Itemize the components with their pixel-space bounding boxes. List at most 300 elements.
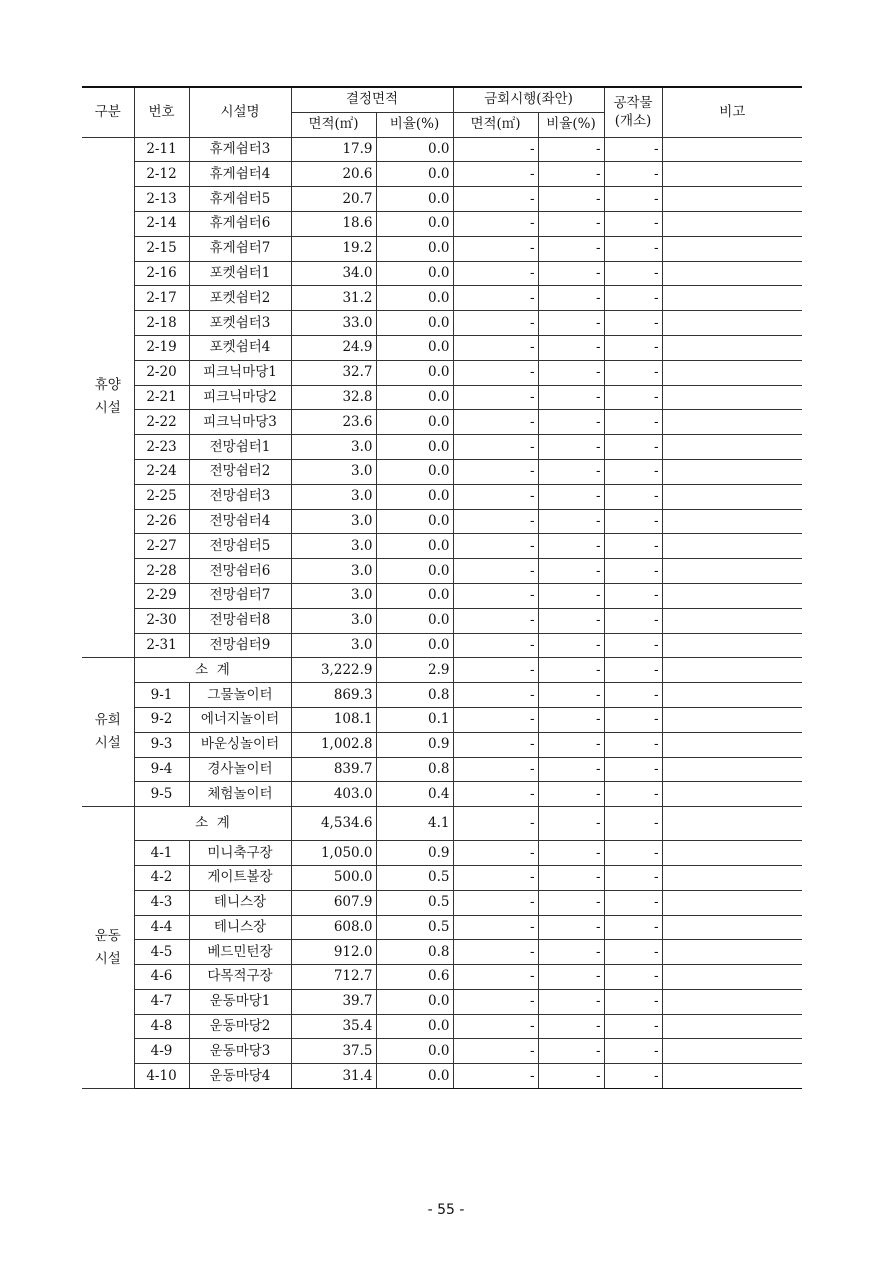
subtotal-label: 소 계 [134,658,291,683]
structure-count-cell: - [604,583,662,608]
table-row [82,841,802,866]
facility-name-cell: 포켓쉼터1 [189,261,291,286]
exec-ratio-cell: - [538,865,604,890]
area-cell: 3.0 [291,608,376,633]
facility-name-cell: 테니스장 [189,890,291,915]
facility-number-cell: 4-10 [134,1064,189,1089]
ratio-cell: 0.0 [376,410,453,435]
exec-area-cell: - [453,608,538,633]
facility-number-cell: 2-18 [134,311,189,336]
structure-count-cell: - [604,807,662,841]
structure-count-cell: - [604,509,662,534]
exec-ratio-cell: - [538,286,604,311]
area-cell: 912.0 [291,940,376,965]
table-row [82,534,802,559]
remarks-cell [662,236,802,261]
facility-number-cell: 2-19 [134,335,189,360]
area-cell: 32.7 [291,360,376,385]
remarks-cell [662,162,802,187]
structure-count-cell: - [604,658,662,683]
table-row [82,137,802,162]
exec-ratio-cell: - [538,559,604,584]
ratio-cell: 0.9 [376,841,453,866]
facility-number-cell: 2-16 [134,261,189,286]
exec-ratio-cell: - [538,410,604,435]
area-cell: 869.3 [291,683,376,708]
facility-name-cell: 그물놀이터 [189,683,291,708]
remarks-cell [662,534,802,559]
exec-ratio-cell: - [538,1039,604,1064]
exec-area-cell: - [453,807,538,841]
remarks-cell [662,965,802,990]
facility-number-cell: 4-7 [134,989,189,1014]
area-cell: 32.8 [291,385,376,410]
table-row [82,989,802,1014]
structure-count-cell: - [604,841,662,866]
ratio-cell: 0.0 [376,989,453,1014]
ratio-cell: 0.4 [376,782,453,807]
area-cell: 3.0 [291,435,376,460]
remarks-cell [662,137,802,162]
ratio-cell: 0.0 [376,211,453,236]
ratio-cell: 0.6 [376,965,453,990]
remarks-cell [662,385,802,410]
header-current-exec: 금회시행(좌안) [453,87,604,112]
ratio-cell: 0.5 [376,890,453,915]
area-cell: 17.9 [291,137,376,162]
structure-count-cell: - [604,608,662,633]
table-row [82,940,802,965]
ratio-cell: 0.0 [376,1039,453,1064]
structure-count-cell: - [604,311,662,336]
exec-ratio-cell: - [538,890,604,915]
area-cell: 108.1 [291,707,376,732]
ratio-cell: 0.0 [376,311,453,336]
facility-name-cell: 전망쉼터6 [189,559,291,584]
structure-count-cell: - [604,236,662,261]
facility-number-cell: 4-8 [134,1014,189,1039]
remarks-cell [662,707,802,732]
exec-area-cell: - [453,484,538,509]
remarks-cell [662,841,802,866]
exec-area-cell: - [453,965,538,990]
exec-area-cell: - [453,286,538,311]
structure-count-cell: - [604,683,662,708]
facility-name-cell: 휴게쉼터3 [189,137,291,162]
table-row [82,311,802,336]
facility-area-table [82,86,802,1089]
ratio-cell: 0.0 [376,335,453,360]
facility-number-cell: 9-1 [134,683,189,708]
table-row [82,732,802,757]
table-row [82,965,802,990]
area-cell: 20.6 [291,162,376,187]
remarks-cell [662,583,802,608]
area-cell: 3.0 [291,484,376,509]
structure-count-cell: - [604,965,662,990]
exec-ratio-cell: - [538,915,604,940]
exec-area-cell: - [453,865,538,890]
structure-count-cell: - [604,211,662,236]
ratio-cell: 0.0 [376,385,453,410]
area-cell: 23.6 [291,410,376,435]
table-row [82,286,802,311]
facility-name-cell: 피크닉마당2 [189,385,291,410]
exec-area-cell: - [453,633,538,658]
table-row [82,509,802,534]
remarks-cell [662,940,802,965]
table-row [82,890,802,915]
header-exec-area: 면적(㎡) [453,112,538,137]
area-cell: 3,222.9 [291,658,376,683]
area-cell: 403.0 [291,782,376,807]
table-row [82,865,802,890]
area-cell: 31.4 [291,1064,376,1089]
area-cell: 39.7 [291,989,376,1014]
structure-count-cell: - [604,162,662,187]
structure-count-cell: - [604,261,662,286]
facility-number-cell: 2-20 [134,360,189,385]
exec-area-cell: - [453,940,538,965]
facility-number-cell: 2-14 [134,211,189,236]
facility-name-cell: 포켓쉼터2 [189,286,291,311]
ratio-cell: 0.0 [376,484,453,509]
header-area: 면적(㎡) [291,112,376,137]
structure-count-cell: - [604,989,662,1014]
exec-ratio-cell: - [538,236,604,261]
area-cell: 3.0 [291,459,376,484]
ratio-cell: 2.9 [376,658,453,683]
exec-ratio-cell: - [538,360,604,385]
exec-area-cell: - [453,841,538,866]
table-row [82,236,802,261]
facility-number-cell: 4-6 [134,965,189,990]
exec-ratio-cell: - [538,435,604,460]
table-body [82,137,802,1088]
subtotal-label: 소 계 [134,807,291,841]
area-cell: 34.0 [291,261,376,286]
table-row [82,211,802,236]
remarks-cell [662,1039,802,1064]
remarks-cell [662,782,802,807]
facility-number-cell: 2-24 [134,459,189,484]
facility-name-cell: 전망쉼터1 [189,435,291,460]
remarks-cell [662,890,802,915]
remarks-cell [662,865,802,890]
structure-count-cell: - [604,940,662,965]
table-row [82,782,802,807]
exec-ratio-cell: - [538,311,604,336]
exec-area-cell: - [453,989,538,1014]
facility-name-cell: 운동마당1 [189,989,291,1014]
table-row [82,459,802,484]
facility-number-cell: 2-31 [134,633,189,658]
table-row [82,162,802,187]
exec-area-cell: - [453,435,538,460]
facility-name-cell: 베드민턴장 [189,940,291,965]
structure-count-cell: - [604,286,662,311]
ratio-cell: 0.0 [376,137,453,162]
facility-name-cell: 휴게쉼터6 [189,211,291,236]
exec-ratio-cell: - [538,757,604,782]
ratio-cell: 0.8 [376,683,453,708]
facility-number-cell: 4-4 [134,915,189,940]
structure-count-cell: - [604,360,662,385]
structure-count-cell: - [604,1014,662,1039]
facility-name-cell: 바운싱놀이터 [189,732,291,757]
remarks-cell [662,658,802,683]
remarks-cell [662,915,802,940]
structure-count-cell: - [604,484,662,509]
remarks-cell [662,410,802,435]
header-category: 구분 [82,87,134,137]
ratio-cell: 0.0 [376,534,453,559]
structure-count-cell: - [604,335,662,360]
exec-area-cell: - [453,187,538,212]
header-ratio: 비율(%) [376,112,453,137]
facility-number-cell: 2-11 [134,137,189,162]
exec-ratio-cell: - [538,940,604,965]
exec-ratio-cell: - [538,732,604,757]
facility-number-cell: 2-12 [134,162,189,187]
facility-name-cell: 운동마당2 [189,1014,291,1039]
facility-name-cell: 게이트볼장 [189,865,291,890]
exec-ratio-cell: - [538,683,604,708]
structure-count-cell: - [604,633,662,658]
table-row [82,608,802,633]
header-remarks: 비고 [662,87,802,137]
ratio-cell: 0.0 [376,633,453,658]
ratio-cell: 0.0 [376,187,453,212]
area-cell: 608.0 [291,915,376,940]
table-row [82,360,802,385]
exec-ratio-cell: - [538,807,604,841]
exec-area-cell: - [453,1039,538,1064]
table-row [82,683,802,708]
facility-number-cell: 2-13 [134,187,189,212]
exec-ratio-cell: - [538,187,604,212]
remarks-cell [662,633,802,658]
subtotal-row [82,658,802,683]
exec-area-cell: - [453,261,538,286]
exec-ratio-cell: - [538,261,604,286]
area-cell: 37.5 [291,1039,376,1064]
facility-name-cell: 전망쉼터8 [189,608,291,633]
table-row [82,757,802,782]
area-cell: 4,534.6 [291,807,376,841]
category-cell: 운동 시설 [82,807,134,1089]
facility-name-cell: 피크닉마당3 [189,410,291,435]
area-cell: 20.7 [291,187,376,212]
facility-number-cell: 2-23 [134,435,189,460]
exec-ratio-cell: - [538,459,604,484]
exec-ratio-cell: - [538,633,604,658]
structure-count-cell: - [604,732,662,757]
exec-area-cell: - [453,335,538,360]
exec-ratio-cell: - [538,335,604,360]
area-cell: 3.0 [291,534,376,559]
area-cell: 3.0 [291,633,376,658]
exec-ratio-cell: - [538,534,604,559]
facility-name-cell: 운동마당4 [189,1064,291,1089]
header-facility: 시설명 [189,87,291,137]
facility-number-cell: 4-5 [134,940,189,965]
exec-ratio-cell: - [538,989,604,1014]
remarks-cell [662,360,802,385]
table-row [82,1064,802,1089]
remarks-cell [662,608,802,633]
remarks-cell [662,311,802,336]
facility-name-cell: 휴게쉼터7 [189,236,291,261]
area-cell: 33.0 [291,311,376,336]
exec-area-cell: - [453,1014,538,1039]
remarks-cell [662,211,802,236]
table-row [82,187,802,212]
area-cell: 35.4 [291,1014,376,1039]
facility-number-cell: 2-21 [134,385,189,410]
ratio-cell: 0.1 [376,707,453,732]
exec-area-cell: - [453,559,538,584]
facility-number-cell: 9-2 [134,707,189,732]
structure-count-cell: - [604,782,662,807]
ratio-cell: 0.0 [376,1064,453,1089]
facility-name-cell: 에너지놀이터 [189,707,291,732]
exec-area-cell: - [453,311,538,336]
exec-area-cell: - [453,211,538,236]
area-cell: 1,002.8 [291,732,376,757]
table-row [82,261,802,286]
ratio-cell: 4.1 [376,807,453,841]
exec-area-cell: - [453,360,538,385]
category-cell: 휴양 시설 [82,137,134,658]
remarks-cell [662,286,802,311]
area-cell: 3.0 [291,509,376,534]
exec-area-cell: - [453,385,538,410]
ratio-cell: 0.0 [376,360,453,385]
area-cell: 3.0 [291,583,376,608]
ratio-cell: 0.0 [376,236,453,261]
ratio-cell: 0.0 [376,1014,453,1039]
remarks-cell [662,757,802,782]
remarks-cell [662,1064,802,1089]
table-row [82,435,802,460]
exec-ratio-cell: - [538,162,604,187]
table-row [82,633,802,658]
exec-ratio-cell: - [538,965,604,990]
area-cell: 18.6 [291,211,376,236]
ratio-cell: 0.0 [376,435,453,460]
table-row [82,335,802,360]
facility-number-cell: 9-5 [134,782,189,807]
exec-ratio-cell: - [538,484,604,509]
facility-number-cell: 2-29 [134,583,189,608]
table-row [82,559,802,584]
remarks-cell [662,459,802,484]
header-structures: 공작물 (개소) [604,87,662,137]
exec-area-cell: - [453,915,538,940]
facility-number-cell: 4-2 [134,865,189,890]
facility-name-cell: 체험놀이터 [189,782,291,807]
exec-ratio-cell: - [538,1014,604,1039]
table-row [82,385,802,410]
remarks-cell [662,807,802,841]
facility-number-cell: 2-22 [134,410,189,435]
exec-area-cell: - [453,459,538,484]
header-exec-ratio: 비율(%) [538,112,604,137]
remarks-cell [662,435,802,460]
facility-number-cell: 4-9 [134,1039,189,1064]
structure-count-cell: - [604,865,662,890]
exec-ratio-cell: - [538,707,604,732]
ratio-cell: 0.5 [376,865,453,890]
remarks-cell [662,989,802,1014]
structure-count-cell: - [604,1039,662,1064]
facility-number-cell: 4-1 [134,841,189,866]
facility-name-cell: 휴게쉼터5 [189,187,291,212]
exec-area-cell: - [453,583,538,608]
exec-ratio-cell: - [538,509,604,534]
remarks-cell [662,1014,802,1039]
exec-area-cell: - [453,1064,538,1089]
remarks-cell [662,484,802,509]
structure-count-cell: - [604,385,662,410]
facility-name-cell: 전망쉼터9 [189,633,291,658]
structure-count-cell: - [604,534,662,559]
exec-area-cell: - [453,683,538,708]
exec-area-cell: - [453,410,538,435]
structure-count-cell: - [604,1064,662,1089]
facility-number-cell: 2-17 [134,286,189,311]
facility-name-cell: 전망쉼터4 [189,509,291,534]
remarks-cell [662,187,802,212]
header-number: 번호 [134,87,189,137]
table-row [82,1039,802,1064]
exec-area-cell: - [453,757,538,782]
ratio-cell: 0.0 [376,509,453,534]
table-row [82,707,802,732]
remarks-cell [662,261,802,286]
facility-number-cell: 2-27 [134,534,189,559]
structure-count-cell: - [604,137,662,162]
ratio-cell: 0.0 [376,583,453,608]
exec-ratio-cell: - [538,137,604,162]
exec-ratio-cell: - [538,841,604,866]
exec-area-cell: - [453,162,538,187]
area-cell: 24.9 [291,335,376,360]
facility-name-cell: 전망쉼터2 [189,459,291,484]
facility-name-cell: 테니스장 [189,915,291,940]
facility-number-cell: 4-3 [134,890,189,915]
exec-area-cell: - [453,534,538,559]
facility-number-cell: 2-26 [134,509,189,534]
facility-number-cell: 2-30 [134,608,189,633]
exec-area-cell: - [453,137,538,162]
area-cell: 500.0 [291,865,376,890]
area-cell: 607.9 [291,890,376,915]
table-row [82,915,802,940]
structure-count-cell: - [604,915,662,940]
subtotal-row [82,807,802,841]
table-header [82,87,802,137]
structure-count-cell: - [604,707,662,732]
exec-ratio-cell: - [538,211,604,236]
header-decided-area: 결정면적 [291,87,453,112]
ratio-cell: 0.8 [376,940,453,965]
remarks-cell [662,732,802,757]
exec-area-cell: - [453,707,538,732]
facility-name-cell: 운동마당3 [189,1039,291,1064]
table-row [82,583,802,608]
